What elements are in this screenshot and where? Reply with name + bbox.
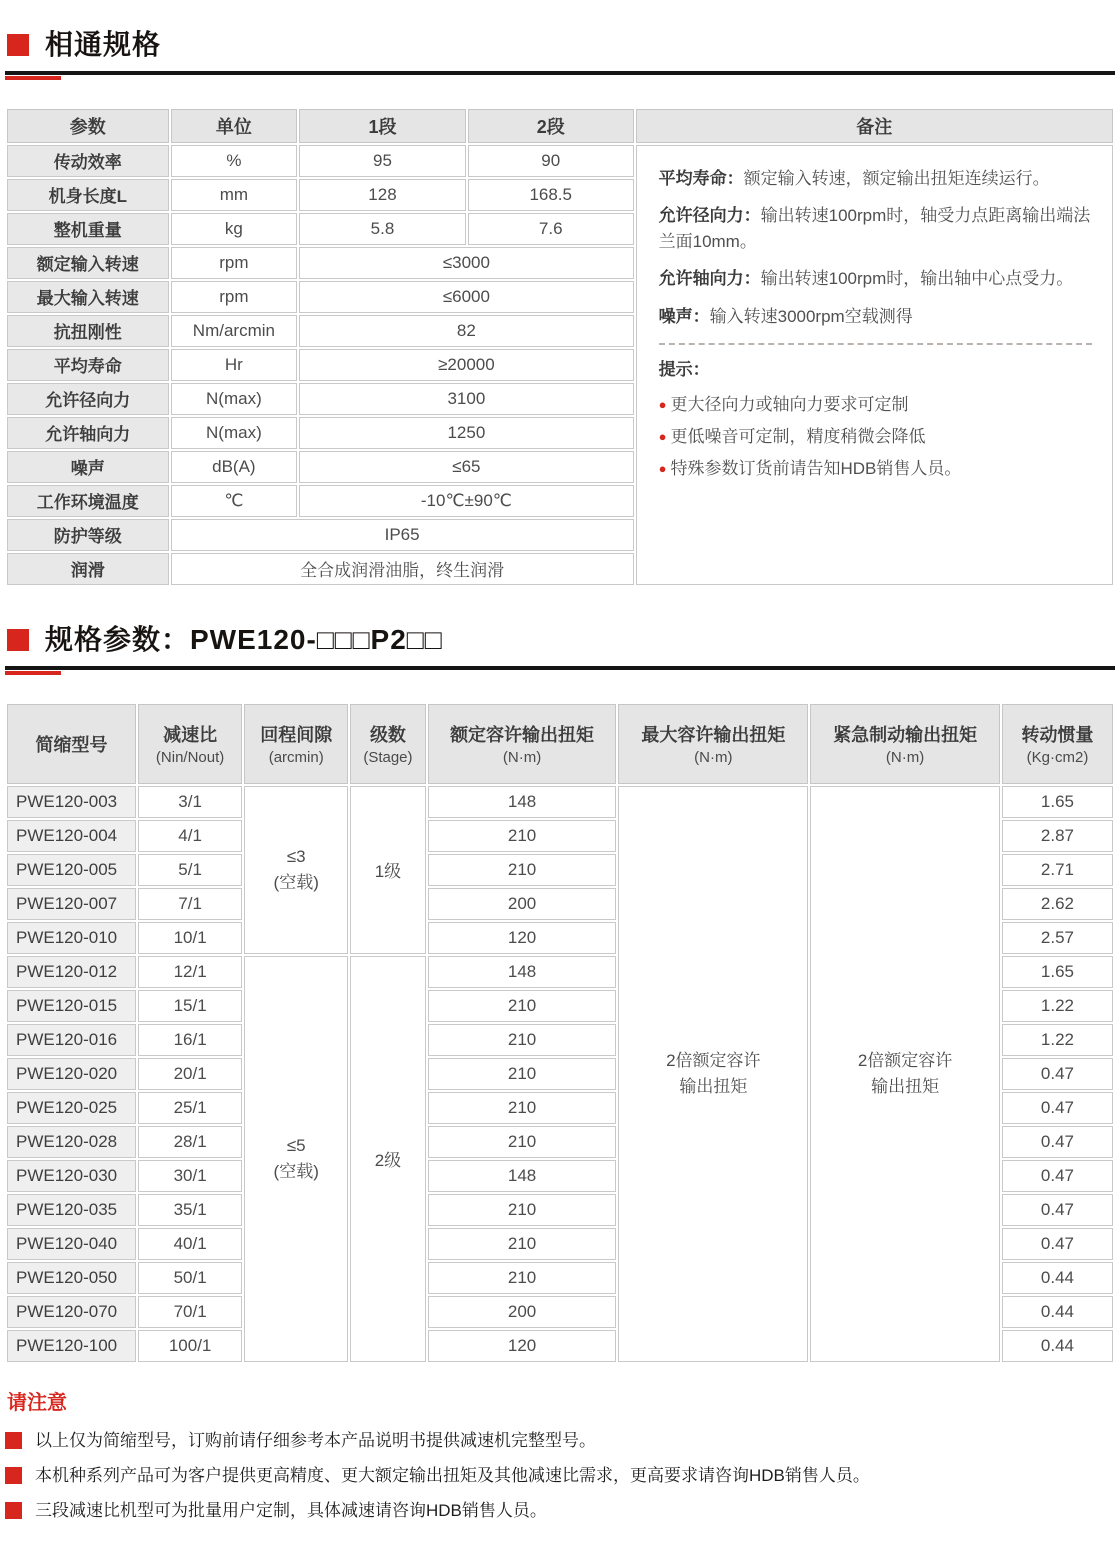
model-col-header-sub: (arcmin) — [268, 749, 324, 767]
model-name: PWE120-012 — [7, 956, 136, 988]
model-name: PWE120-025 — [7, 1092, 136, 1124]
spec-col-header: 备注 — [636, 109, 1113, 143]
remark-note-label: 允许径向力： — [658, 206, 761, 226]
notice-item-text: 以上仅为简缩型号，订购前请仔细参考本产品说明书提供减速机完整型号。 — [35, 1430, 596, 1450]
param-value: ≤3000 — [299, 247, 633, 279]
common-spec-table — [5, 107, 1115, 587]
model-name: PWE120-016 — [7, 1024, 136, 1056]
model-col-header-main: 级数 — [369, 725, 406, 746]
model-row — [7, 786, 1113, 818]
remark-note-label: 噪声： — [658, 306, 710, 326]
ratio-value: 28/1 — [138, 1126, 242, 1158]
param-name: 整机重量 — [7, 213, 169, 245]
tip-item: ● 更低噪音可定制，精度稍微会降低 — [659, 421, 1092, 453]
tips-title — [659, 357, 1092, 383]
section1-heading: 相通规格 — [45, 29, 162, 60]
model-name: PWE120-028 — [7, 1126, 136, 1158]
param-name: 防护等级 — [7, 519, 169, 551]
model-name: PWE120-004 — [7, 820, 136, 852]
ratio-value: 15/1 — [138, 990, 242, 1022]
inertia-value: 2.62 — [1002, 888, 1113, 920]
inertia-value: 2.87 — [1002, 820, 1113, 852]
model-col-header — [138, 704, 242, 784]
rated-torque-value: 210 — [428, 1092, 617, 1124]
inertia-value: 0.44 — [1002, 1296, 1113, 1328]
param-value: -10℃±90℃ — [299, 485, 633, 517]
model-name: PWE120-007 — [7, 888, 136, 920]
model-spec-head — [7, 704, 1113, 784]
remark-note: 噪声：输入转速3000rpm空载测得 — [658, 306, 913, 326]
model-col-header — [350, 704, 425, 784]
inertia-value: 1.22 — [1002, 1024, 1113, 1056]
param-value-stage1: 5.8 — [299, 213, 466, 245]
inertia-value: 0.47 — [1002, 1160, 1113, 1192]
rated-torque-value: 210 — [428, 1262, 617, 1294]
param-value: 3100 — [299, 383, 633, 415]
model-name: PWE120-030 — [7, 1160, 136, 1192]
param-name: 额定输入转速 — [7, 247, 169, 279]
param-value: ≥20000 — [299, 349, 633, 381]
notice-list — [5, 1431, 1115, 1522]
inertia-value: 0.47 — [1002, 1058, 1113, 1090]
ratio-value: 50/1 — [138, 1262, 242, 1294]
spec-col-header: 1段 — [299, 109, 466, 143]
model-col-header-sub: (N·m) — [885, 749, 925, 767]
section1-title — [5, 30, 1115, 75]
param-value: IP65 — [171, 519, 634, 551]
rated-torque-value: 200 — [428, 888, 617, 920]
inertia-value: 2.71 — [1002, 854, 1113, 886]
brake-torque-line: 2倍额定容许 — [857, 1051, 953, 1071]
param-unit: N(max) — [171, 417, 298, 449]
param-name: 允许轴向力 — [7, 417, 169, 449]
param-value-stage2: 168.5 — [468, 179, 634, 211]
backlash-line: ≤5 — [286, 1136, 306, 1156]
rated-torque-value: 120 — [428, 922, 617, 954]
model-col-header-sub: (Nin/Nout) — [155, 749, 225, 767]
param-value-stage1: 95 — [299, 145, 466, 177]
param-name: 抗扭刚性 — [7, 315, 169, 347]
ratio-value: 12/1 — [138, 956, 242, 988]
param-name: 平均寿命 — [7, 349, 169, 381]
brake-torque-line: 输出扭矩 — [871, 1076, 940, 1096]
model-col-header-main: 减速比 — [163, 725, 218, 746]
param-value: ≤6000 — [299, 281, 633, 313]
rated-torque-value: 210 — [428, 1024, 617, 1056]
backlash-line: ≤3 — [286, 847, 306, 867]
model-name: PWE120-050 — [7, 1262, 136, 1294]
model-name: PWE120-015 — [7, 990, 136, 1022]
model-col-header-main: 简缩型号 — [35, 734, 108, 755]
ratio-value: 4/1 — [138, 820, 242, 852]
spec-col-header: 2段 — [468, 109, 634, 143]
tip-item: ● 特殊参数订货前请告知HDB销售人员。 — [659, 453, 1092, 485]
max-torque-cell — [618, 786, 808, 1362]
model-spec-table — [5, 702, 1115, 1364]
red-square-bullet — [5, 1502, 22, 1519]
red-square-bullet — [5, 1432, 22, 1449]
rated-torque-value: 148 — [428, 956, 617, 988]
notice-item-text: 三段减速比机型可为批量用户定制，具体减速请咨询HDB销售人员。 — [35, 1501, 547, 1521]
rated-torque-value: 210 — [428, 990, 617, 1022]
inertia-value: 0.47 — [1002, 1126, 1113, 1158]
param-name: 最大输入转速 — [7, 281, 169, 313]
common-spec-head — [7, 109, 1113, 143]
remark-note: 平均寿命：额定输入转速，额定输出扭矩连续运行。 — [658, 168, 1050, 188]
param-value-stage2: 7.6 — [468, 213, 634, 245]
param-value: 1250 — [299, 417, 633, 449]
ratio-value: 16/1 — [138, 1024, 242, 1056]
ratio-value: 7/1 — [138, 888, 242, 920]
rated-torque-value: 210 — [428, 1126, 617, 1158]
model-col-header-sub: (N·m) — [502, 749, 542, 767]
param-name: 噪声 — [7, 451, 169, 483]
param-unit: N(max) — [171, 383, 298, 415]
tips-title-label: 提示： — [658, 360, 710, 380]
ratio-value: 100/1 — [138, 1330, 242, 1362]
model-name: PWE120-020 — [7, 1058, 136, 1090]
model-col-header-main: 紧急制动输出扭矩 — [833, 725, 978, 746]
section2-heading: 规格参数：PWE120-□□□P2□□ — [45, 623, 443, 655]
ratio-value: 5/1 — [138, 854, 242, 886]
stage-cell: 1级 — [350, 786, 425, 954]
param-value-stage2: 90 — [468, 145, 634, 177]
param-value: 82 — [299, 315, 633, 347]
ratio-value: 70/1 — [138, 1296, 242, 1328]
param-unit: Nm/arcmin — [171, 315, 298, 347]
model-name: PWE120-040 — [7, 1228, 136, 1260]
rated-torque-value: 210 — [428, 820, 617, 852]
ratio-value: 20/1 — [138, 1058, 242, 1090]
model-spec-body — [7, 786, 1113, 1362]
inertia-value: 1.65 — [1002, 786, 1113, 818]
remark-note: 允许轴向力：输出转速100rpm时，输出轴中心点受力。 — [658, 269, 1074, 289]
rated-torque-value: 210 — [428, 854, 617, 886]
rated-torque-value: 148 — [428, 786, 617, 818]
bullet-dot-icon: ● — [658, 461, 667, 477]
spec-row — [7, 145, 1113, 177]
param-unit: ℃ — [171, 485, 298, 517]
model-name: PWE120-010 — [7, 922, 136, 954]
backlash-cell — [244, 786, 348, 954]
inertia-value: 0.47 — [1002, 1194, 1113, 1226]
inertia-value: 1.65 — [1002, 956, 1113, 988]
param-unit: rpm — [171, 247, 298, 279]
dashed-divider — [659, 343, 1092, 345]
notice-section — [5, 1386, 1115, 1522]
param-unit: Hr — [171, 349, 298, 381]
remark-note-label: 平均寿命： — [658, 168, 744, 188]
spec-header-row — [7, 109, 1113, 143]
model-col-header — [1002, 704, 1113, 784]
bullet-dot-icon: ● — [658, 429, 667, 445]
model-col-header — [428, 704, 617, 784]
backlash-line: (空载) — [273, 1161, 319, 1181]
stage-cell: 2级 — [350, 956, 425, 1362]
remark-cell — [636, 145, 1113, 585]
inertia-value: 0.47 — [1002, 1228, 1113, 1260]
model-name: PWE120-003 — [7, 786, 136, 818]
remark-note: 允许径向力：输出转速100rpm时，轴受力点距离输出端法兰面10mm。 — [658, 206, 1091, 251]
notice-title: 请注意 — [7, 1391, 67, 1414]
max-torque-line: 2倍额定容许 — [666, 1051, 761, 1071]
bullet-dot-icon: ● — [658, 396, 667, 412]
model-name: PWE120-035 — [7, 1194, 136, 1226]
rated-torque-value: 210 — [428, 1194, 617, 1226]
model-name: PWE120-005 — [7, 854, 136, 886]
model-col-header-main: 转动惯量 — [1021, 725, 1094, 746]
param-name: 工作环境温度 — [7, 485, 169, 517]
notice-item — [5, 1466, 1115, 1486]
model-col-header-sub: (Stage) — [363, 749, 413, 767]
rated-torque-value: 210 — [428, 1228, 617, 1260]
rated-torque-value: 148 — [428, 1160, 617, 1192]
model-name: PWE120-070 — [7, 1296, 136, 1328]
ratio-value: 30/1 — [138, 1160, 242, 1192]
model-col-header-sub: (Kg·cm2) — [1026, 749, 1089, 767]
notice-item-text: 本机种系列产品可为客户提供更高精度、更大额定输出扭矩及其他减速比需求，更高要求请咨询HDB销售人员。 — [35, 1465, 870, 1485]
inertia-value: 0.47 — [1002, 1092, 1113, 1124]
brake-torque-cell — [810, 786, 1000, 1362]
model-col-header — [244, 704, 348, 784]
max-torque-line: 输出扭矩 — [679, 1076, 748, 1096]
spec-col-header: 单位 — [171, 109, 298, 143]
param-name: 机身长度L — [7, 179, 169, 211]
param-value-stage1: 128 — [299, 179, 466, 211]
param-value: 全合成润滑油脂，终生润滑 — [171, 553, 634, 585]
param-unit: kg — [171, 213, 298, 245]
spec-col-header: 参数 — [7, 109, 169, 143]
ratio-value: 40/1 — [138, 1228, 242, 1260]
model-col-header — [618, 704, 808, 784]
remark-note-label: 允许轴向力： — [658, 269, 761, 289]
param-unit: rpm — [171, 281, 298, 313]
red-square-bullet — [7, 629, 29, 651]
model-col-header — [7, 704, 136, 784]
section2-title — [5, 625, 1115, 670]
red-square-bullet — [5, 1467, 22, 1484]
backlash-cell — [244, 956, 348, 1362]
param-unit: mm — [171, 179, 298, 211]
model-name: PWE120-100 — [7, 1330, 136, 1362]
inertia-value: 1.22 — [1002, 990, 1113, 1022]
inertia-value: 0.44 — [1002, 1262, 1113, 1294]
model-col-header-main: 回程间隙 — [260, 725, 333, 746]
inertia-value: 0.44 — [1002, 1330, 1113, 1362]
param-value: ≤65 — [299, 451, 633, 483]
ratio-value: 3/1 — [138, 786, 242, 818]
rated-torque-value: 200 — [428, 1296, 617, 1328]
ratio-value: 35/1 — [138, 1194, 242, 1226]
inertia-value: 2.57 — [1002, 922, 1113, 954]
notice-item — [5, 1501, 1115, 1521]
rated-torque-value: 120 — [428, 1330, 617, 1362]
model-col-header-main: 最大容许输出扭矩 — [641, 725, 786, 746]
model-col-header-main: 额定容许输出扭矩 — [450, 725, 595, 746]
model-header-row — [7, 704, 1113, 784]
param-unit: % — [171, 145, 298, 177]
model-col-header-sub: (N·m) — [694, 749, 733, 767]
backlash-line: (空载) — [273, 872, 319, 892]
common-spec-body — [7, 145, 1113, 585]
param-name: 允许径向力 — [7, 383, 169, 415]
param-unit: dB(A) — [171, 451, 298, 483]
red-square-bullet — [7, 34, 29, 56]
param-name: 润滑 — [7, 553, 169, 585]
tip-item: ● 更大径向力或轴向力要求可定制 — [659, 389, 1092, 421]
param-name: 传动效率 — [7, 145, 169, 177]
ratio-value: 10/1 — [138, 922, 242, 954]
rated-torque-value: 210 — [428, 1058, 617, 1090]
ratio-value: 25/1 — [138, 1092, 242, 1124]
notice-item — [5, 1431, 1115, 1451]
model-col-header — [810, 704, 1000, 784]
